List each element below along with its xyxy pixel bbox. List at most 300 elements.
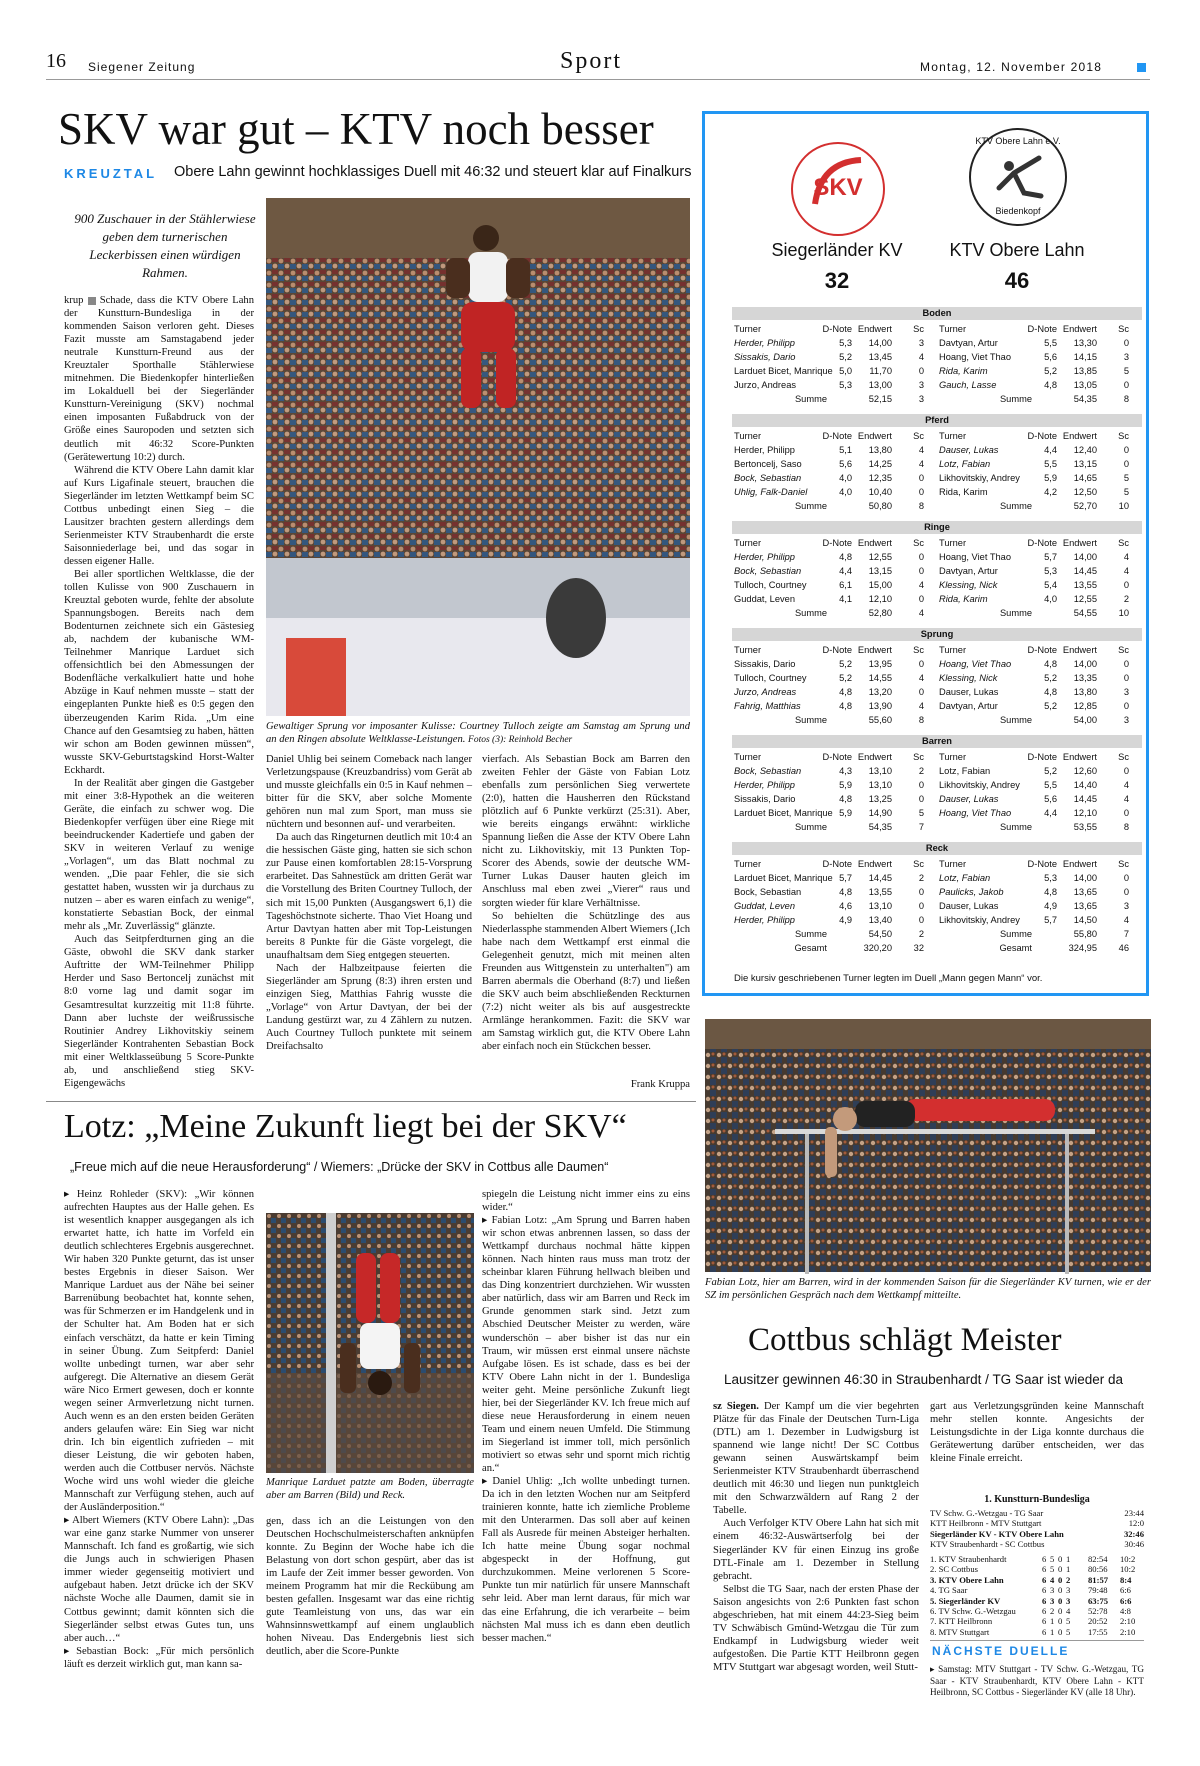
endwert: 15,00 [868, 580, 892, 590]
team: 1. KTV Straubenhardt [930, 1554, 1007, 1564]
scorebox-note: Die kursiv geschriebenen Turner legten im Duell „Mann gegen Mann“ vor. [734, 973, 1043, 984]
apparatus-title: Reck [732, 842, 1142, 855]
column-header: Endwert [1062, 645, 1097, 655]
column-header: Turner [734, 645, 762, 655]
d-note: 4,6 [839, 901, 852, 911]
endwert: 12,85 [1073, 701, 1097, 711]
result-score: 30:46 [1124, 1539, 1144, 1550]
won: 2 [1050, 1605, 1055, 1616]
column-header: Turner [734, 859, 762, 869]
d-note: 5,7 [839, 873, 852, 883]
column-header: D-Note [822, 859, 852, 869]
score: 3 [918, 380, 924, 390]
drawn: 0 [1058, 1554, 1063, 1564]
sum-row [937, 927, 1137, 941]
result-score: 23:44 [1124, 1508, 1144, 1518]
score: 4 [918, 445, 924, 455]
away-results [937, 429, 1137, 513]
gymnast-name: Sissakis, Dario [734, 794, 796, 804]
endwert: 13,20 [868, 687, 892, 697]
endwert: 14,00 [868, 338, 892, 348]
gymnast-name: Larduet Bicet, Manrique [734, 808, 833, 818]
gymnast-name: Lotz, Fabian [939, 459, 991, 469]
sum-label: Summe [999, 929, 1032, 939]
gymnast-name: Larduet Bicet, Manrique [734, 873, 833, 883]
result-score: 12:0 [1128, 1518, 1144, 1529]
paragraph: So behielten die Schützlinge des aus Niederlassphe stammenden Albert Wiemers (,Ich habe nach dem Wettkampf erst einmal die Gelegenheit genutzt, mich mit meinen alten Freunden aus Wittgenstein zu unterhalten") am Barren abermals die Oberhand (8:7) und ließen die SKV auch beim abschließenden Reckturnen (7:2) nicht weiter als bis auf ausgestreckte Armlänge herankommen. Fazit: die SKV war am Samstag wirklich gut, die KTV Obere Lahn aber einfach noch ein Stückchen besser. [482, 910, 690, 1053]
total-endwert: 320,20 [863, 943, 892, 953]
total-score: 32 [913, 943, 924, 953]
endwert: 12,10 [1073, 808, 1097, 818]
lost: 3 [1066, 1585, 1071, 1596]
column-header: Turner [939, 324, 967, 334]
apparatus-title: Pferd [732, 414, 1142, 427]
d-note: 5,6 [1044, 352, 1057, 362]
paragraph: Da auch das Ringeturnen deutlich mit 10:4 an die hessischen Gäste ging, hatten sie sich schon zur Pause einen komfortablen 28:15-Vorsprung erarbeitet. Das Sahnestück am dritten Gerät war die Vorstellung des Briten Courtney Tulloch, der sich mit 15,00 Punkten (Ausgangswert 6,1) die Tageshöchstnote sicherte. Thao Viet Hoang und Artur Davtyan hatten aber mit Top-Leistungen bereits 8 Punkte für die Gäste vorgelegt, die unaufhaltsam dem Sieg entgegen steuerten. [266, 832, 472, 961]
d-note: 5,5 [1044, 780, 1057, 790]
standings-row [930, 1564, 1144, 1574]
sum-label: Summe [999, 608, 1032, 618]
gymnast-row [937, 471, 1137, 485]
cottbus-col-2 [930, 1400, 1144, 1480]
column-header: Turner [939, 859, 967, 869]
d-note: 5,2 [1044, 673, 1057, 683]
d-note: 5,2 [1044, 701, 1057, 711]
sum-label: Summe [794, 715, 827, 725]
total-label: Gesamt [794, 943, 827, 953]
gymnast-row [732, 364, 932, 378]
sum-endwert: 52,15 [868, 394, 892, 404]
endwert: 14,90 [868, 808, 892, 818]
column-header: Sc [913, 752, 924, 762]
sum-score: 8 [1123, 394, 1129, 404]
points: 6:6 [1120, 1595, 1132, 1606]
away-score: 46 [1004, 268, 1030, 293]
column-header-row [937, 750, 1137, 764]
sum-score: 4 [918, 608, 924, 618]
endwert: 13,65 [1073, 901, 1097, 911]
larduet-caption: Manrique Larduet patzte am Boden, überragte aber am Barren (Bild) und Reck. [266, 1477, 474, 1501]
gymnast-name: Rida, Karim [939, 594, 988, 604]
lotz-photo [705, 1019, 1151, 1272]
score: 0 [1123, 445, 1129, 455]
sum-row [732, 713, 932, 727]
bullet-icon: ▸ [482, 1476, 493, 1488]
score: 4 [1123, 552, 1129, 562]
league-title: 1. Kunstturn-Bundesliga [984, 1494, 1090, 1505]
sum-label: Summe [999, 822, 1032, 832]
gymnast-row [732, 913, 932, 927]
sum-row [937, 392, 1137, 406]
gymnast-name: Hoang, Viet Thao [939, 552, 1012, 562]
apparatus-2 [732, 521, 1142, 618]
endwert: 14,55 [868, 673, 892, 683]
away-results [937, 643, 1137, 727]
gymnast-name: Larduet Bicet, Manrique [734, 366, 833, 376]
d-note: 5,5 [1044, 459, 1057, 469]
gymnast-name: Herder, Philipp [734, 915, 795, 925]
score: 0 [918, 473, 924, 483]
ktv-logo [969, 128, 1067, 226]
gymnast-name: Jurzo, Andreas [734, 687, 797, 697]
skv-logo-text: SKV [813, 174, 863, 201]
lost: 3 [1066, 1595, 1071, 1606]
apparatus-3 [732, 628, 1142, 725]
score: 5 [1123, 473, 1129, 483]
score: 0 [1123, 673, 1129, 683]
column-header: Turner [939, 538, 967, 548]
header-marker [1137, 63, 1146, 72]
quote-paragraph: Daniel Uhlig: „Ich wollte unbedingt turnen. Da ich in den letzten Wochen nur am Seitpferd trainieren konnte, hatte ich ziemliche Probleme mit den Unterarmen. Das soll aber auf keinen Fall als Ausrede für meinen Absteiger herhalten. Ich hatte meine Übung sogar nochmal abgespeckt in der Hoffnung, gut durchzukommen. Meine verlorenen 5 Score-Punkte tun mir natürlich für unsere Mannschaft sehr leid. Aber man lernt daraus, für mich war das eine Erfahrung, die ich verarbeite – beim nächsten Mal muss ich es dann eben deutlich besser machen.“ [482, 1476, 690, 1644]
d-note: 5,2 [839, 352, 852, 362]
sum-endwert: 54,00 [1073, 715, 1097, 725]
total-row [732, 941, 932, 955]
endwert: 14,45 [1073, 566, 1097, 576]
score: 0 [918, 659, 924, 669]
endwert: 13,40 [868, 915, 892, 925]
column-header: Endwert [1062, 752, 1097, 762]
gymnast-name: Davtyan, Artur [939, 566, 998, 576]
cottbus-headline: Cottbus schlägt Meister [748, 1322, 1062, 1358]
endwert: 13,90 [868, 701, 892, 711]
gymnast-name: Likhovitskiy, Andrey [939, 473, 1020, 483]
teaser: 900 Zuschauer in der Stählerwiese geben dem turnerischen Leckerbissen einen würdigen Rahmen. [74, 211, 256, 280]
score: 0 [918, 794, 924, 804]
gymnast-name: Lotz, Fabian [939, 873, 991, 883]
gymnast-row [937, 871, 1137, 885]
away-results [937, 322, 1137, 406]
lost: 2 [1066, 1574, 1071, 1585]
sum-endwert: 54,50 [868, 929, 892, 939]
d-note: 5,2 [1044, 766, 1057, 776]
column-header: Sc [913, 324, 924, 334]
cottbus-dateline: sz Siegen. [713, 1401, 759, 1412]
drawn: 0 [1058, 1616, 1063, 1627]
score: 4 [1123, 915, 1129, 925]
endwert: 13,15 [1073, 459, 1097, 469]
team: 3. KTV Obere Lahn [930, 1574, 1004, 1585]
gymnast-row [732, 350, 932, 364]
endwert: 12,60 [1073, 766, 1097, 776]
result-match: KTV Straubenhardt - SC Cottbus [930, 1539, 1045, 1550]
d-note: 5,9 [839, 808, 852, 818]
sum-endwert: 52,70 [1073, 501, 1097, 511]
result-score: 32:46 [1123, 1528, 1144, 1539]
column-header: D-Note [822, 752, 852, 762]
endwert: 13,45 [868, 352, 892, 362]
ktv-logo-bottom: Biedenkopf [995, 206, 1041, 216]
d-note: 4,1 [839, 594, 852, 604]
sum-label: Summe [794, 501, 827, 511]
d-note: 5,5 [1044, 338, 1057, 348]
endwert: 13,25 [868, 794, 892, 804]
home-results [732, 429, 932, 513]
d-note: 5,3 [1044, 873, 1057, 883]
sum-endwert: 50,80 [868, 501, 892, 511]
sum-label: Summe [794, 929, 827, 939]
gymnast-row [937, 657, 1137, 671]
column-header: Sc [1118, 859, 1129, 869]
column-header: Turner [939, 431, 967, 441]
score: 0 [1123, 808, 1129, 818]
gymnast-name: Guddat, Leven [734, 594, 795, 604]
column-header: D-Note [822, 538, 852, 548]
paper-name: Siegener Zeitung [88, 60, 196, 74]
points: 10:2 [1120, 1564, 1136, 1575]
drawn: 0 [1058, 1595, 1063, 1606]
column-header: Endwert [1062, 324, 1097, 334]
gymnast-name: Sissakis, Dario [734, 352, 796, 362]
gymnast-name: Gauch, Lasse [939, 380, 997, 390]
endwert: 14,15 [1073, 352, 1097, 362]
score: 5 [918, 808, 924, 818]
score: 0 [918, 487, 924, 497]
paragraph: Auch Verfolger KTV Obere Lahn hat sich mit einem 46:32-Auswärtserfolg bei der Siegerländer KV für einen Einzug ins große DTL-Finale am 1. Dezember in Stellung gebracht. [713, 1518, 919, 1582]
gymnast-name: Uhlig, Falk-Daniel [734, 487, 808, 497]
scorebox [702, 111, 1149, 996]
column-header: Turner [734, 752, 762, 762]
column-header-row [732, 429, 932, 443]
gymnast-row [732, 671, 932, 685]
d-note: 4,4 [1044, 445, 1057, 455]
total-score: 46 [1118, 943, 1129, 953]
score-points: 79:48 [1088, 1585, 1108, 1596]
endwert: 12,50 [1073, 487, 1097, 497]
sum-score: 10 [1118, 501, 1129, 511]
column-header: D-Note [1027, 538, 1057, 548]
bullet-icon: ▸ [64, 1645, 77, 1657]
gymnast-row [937, 485, 1137, 499]
result-row [930, 1529, 1144, 1539]
lost: 1 [1066, 1554, 1071, 1564]
lotz-photo-caption: Fabian Lotz, hier am Barren, wird in der kommenden Saison für die Siegerländer KV turnen, wie er der SZ im persönlichen Gespräch nach dem Wettkampf mitteilte. [705, 1277, 1151, 1301]
endwert: 13,35 [1073, 673, 1097, 683]
paragraph: gart aus Verletzungsgründen keine Mannschaft mehr stellen konnte. Angesichts der Leistungsdichte in der Liga konnte durchaus die Gerätewertung darüber entscheiden, wer das kleine Finale erreicht. [930, 1401, 1144, 1465]
score: 4 [918, 701, 924, 711]
endwert: 12,35 [868, 473, 892, 483]
lotz-col-2 [266, 1515, 474, 1743]
gymnast-name: Bock, Sebastian [734, 566, 802, 576]
d-note: 5,4 [1044, 580, 1057, 590]
sum-label: Summe [794, 822, 827, 832]
d-note: 4,0 [839, 487, 852, 497]
total-endwert: 324,95 [1068, 943, 1097, 953]
away-results [937, 857, 1137, 955]
won: 1 [1050, 1626, 1055, 1637]
gymnast-name: Tulloch, Courtney [734, 580, 807, 590]
column-header: D-Note [822, 431, 852, 441]
team: 5. Siegerländer KV [930, 1595, 1001, 1606]
d-note: 4,0 [839, 473, 852, 483]
lost: 5 [1066, 1616, 1071, 1627]
gymnast-name: Bertoncelj, Saso [734, 459, 802, 469]
issue-date: Montag, 12. November 2018 [920, 60, 1103, 74]
gymnast-name: Herder, Philipp [734, 338, 795, 348]
gymnast-name: Lotz, Fabian [939, 766, 991, 776]
score-points: 63:75 [1088, 1595, 1109, 1606]
sum-score: 2 [918, 929, 924, 939]
home-results [732, 322, 932, 406]
gymnast-name: Likhovitskiy, Andrey [939, 780, 1020, 790]
gymnast-row [732, 471, 932, 485]
score: 4 [918, 580, 924, 590]
score: 0 [918, 887, 924, 897]
score: 2 [918, 873, 924, 883]
result-row [930, 1508, 1144, 1518]
d-note: 5,2 [839, 673, 852, 683]
d-note: 4,9 [1044, 901, 1057, 911]
gymnast-name: Rida, Karim [939, 487, 988, 497]
sum-row [937, 499, 1137, 513]
gymnast-name: Davtyan, Artur [939, 701, 998, 711]
score: 0 [918, 901, 924, 911]
paragraph: Während die KTV Obere Lahn damit klar auf Kurs Ligafinale steuert, brauchen die Siegerländer im letzten Wettkampf beim SC Cottbus unbedingt einen Sieg – die Lausitzer brachten gestern allerdings dem Serienmeister KTV Straubenhardt die erste Saisonniederlage bei, und das sogar in dessen eigener Halle. [64, 464, 254, 567]
gymnast-row [937, 885, 1137, 899]
gymnast-row [732, 764, 932, 778]
gymnast-row [732, 550, 932, 564]
sum-endwert: 55,80 [1073, 929, 1097, 939]
sum-score: 8 [918, 715, 924, 725]
sum-row [732, 820, 932, 834]
main-col-3 [482, 753, 690, 1079]
games: 6 [1042, 1585, 1047, 1596]
d-note: 4,0 [1044, 594, 1057, 604]
endwert: 14,65 [1073, 473, 1097, 483]
endwert: 10,40 [868, 487, 892, 497]
column-header-row [937, 536, 1137, 550]
endwert: 13,55 [868, 887, 892, 897]
column-header: Turner [939, 752, 967, 762]
column-header-row [732, 536, 932, 550]
column-header-row [732, 322, 932, 336]
sum-label: Summe [794, 394, 827, 404]
d-note: 5,2 [1044, 366, 1057, 376]
score-points: 80:56 [1088, 1564, 1108, 1575]
column-header: D-Note [822, 645, 852, 655]
d-note: 4,8 [839, 701, 852, 711]
won: 3 [1050, 1595, 1055, 1606]
paragraph: Der Kampf um die vier begehrten Plätze für das Finale der Deutschen Turn-Liga (DTL) am 1. Dezember in Ludwigsburg ist spannend wie lange nicht! Der SC Cottbus gewann seinen Auswärtskampf beim Serienmeister KTV Straubenhardt überraschend deutlich mit 46:30 und liegen nun punktgleich mit den Schwarzwäldern auf Rang 2 der Tabelle. [713, 1401, 919, 1517]
total-label: Gesamt [999, 943, 1032, 953]
column-header-row [937, 857, 1137, 871]
sum-score: 3 [918, 394, 924, 404]
quote-paragraph: Sebastian Bock: „Für mich persönlich läuft es derzeit wirklich gut, man kann sa- [64, 1645, 255, 1670]
column-header: Endwert [857, 431, 892, 441]
sum-endwert: 54,35 [1073, 394, 1097, 404]
quote-paragraph: spiegeln die Leistung nicht immer eins zu eins wider.“ [482, 1189, 690, 1214]
column-header: Endwert [1062, 859, 1097, 869]
column-header: Turner [939, 645, 967, 655]
lotz-col-3 [482, 1188, 690, 1744]
gymnast-name: Davtyan, Artur [939, 338, 998, 348]
gymnast-row [732, 457, 932, 471]
sum-score: 8 [918, 501, 924, 511]
endwert: 12,10 [868, 594, 892, 604]
games: 6 [1042, 1605, 1047, 1616]
standings-table [930, 1554, 1144, 1637]
won: 1 [1050, 1616, 1055, 1627]
gymnast-row [937, 685, 1137, 699]
main-subhead: Obere Lahn gewinnt hochklassiges Duell mit 46:32 und steuert klar auf Finalkurs [174, 164, 692, 180]
score: 4 [918, 459, 924, 469]
d-note: 4,8 [1044, 887, 1057, 897]
page-number: 16 [46, 50, 66, 72]
apparatus-title: Sprung [732, 628, 1142, 641]
apparatus-title: Boden [732, 307, 1142, 320]
skv-logo [791, 142, 885, 236]
d-note: 5,0 [839, 366, 852, 376]
score: 4 [1123, 780, 1129, 790]
main-photo-caption [266, 720, 690, 747]
score: 0 [918, 566, 924, 576]
endwert: 13,05 [1073, 380, 1097, 390]
byline: krup [64, 295, 84, 306]
column-header: D-Note [822, 324, 852, 334]
gymnast-name: Rida, Karim [939, 366, 988, 376]
endwert: 13,30 [1073, 338, 1097, 348]
gymnast-name: Klessing, Nick [939, 673, 998, 683]
column-header-row [937, 322, 1137, 336]
header-rule [46, 79, 1150, 80]
sum-score: 3 [1123, 715, 1129, 725]
column-header: Endwert [1062, 431, 1097, 441]
result-row [930, 1518, 1144, 1528]
sum-label: Summe [999, 715, 1032, 725]
column-header: D-Note [1027, 752, 1057, 762]
gymnast-row [732, 578, 932, 592]
score: 4 [1123, 794, 1129, 804]
lotz-photo-image [705, 1019, 1151, 1272]
games: 6 [1042, 1595, 1047, 1606]
gymnast-row [937, 792, 1137, 806]
gymnast-name: Dauser, Lukas [939, 794, 999, 804]
gymnast-name: Likhovitskiy, Andrey [939, 915, 1020, 925]
gymnast-row [937, 764, 1137, 778]
result-match: TV Schw. G.-Wetzgau - TG Saar [930, 1508, 1044, 1518]
photo-credit: Fotos (3): Reinhold Becher [468, 735, 573, 745]
paragraph: Selbst die TG Saar, nach der ersten Phase der Saison angesichts von 2:6 Punkten fast schon abgeschrieben, hat mit einem 44:23-Sieg beim TV Schwäbisch Gmünd-Wetzgau die Tür zum Endkampf in Ludwigsburg wieder weit aufgestoßen. Die Partie KTT Heilbronn gegen MTV Stuttgart war abgesagt worden, weil Stutt- [713, 1583, 919, 1673]
score-points: 20:52 [1088, 1616, 1108, 1627]
gymnast-name: Fahrig, Matthias [734, 701, 801, 711]
gymnast-row [732, 806, 932, 820]
lotz-rule [46, 1101, 696, 1102]
sum-score: 10 [1118, 608, 1129, 618]
gymnast-row [937, 592, 1137, 606]
dateline: KREUZTAL [64, 166, 158, 181]
team: 8. MTV Stuttgart [930, 1626, 990, 1637]
quote-paragraph: Heinz Rohleder (SKV): „Wir können aufrechten Hauptes aus der Halle gehen. Es ist wesentlich knapper ausgegangen als ich erwartet hatte, ich hatte im Vorfeld ein deutlich schlechteres Ergebnis ausgerechnet. Wir haben 320 Punkte geturnt, das ist unser bestes Ergebnis in dieser Saison. Wer Manrique Larduet aus der Nähe bei seiner Barrenübung beobachtet hat, konnte sehen, was für Schmerzen er im Handgelenk und in der Schulter hat. Am Boden hat er sich einfach verschätzt, da hatte er kein Timing in seiner Übung. Zum Seitpferd: Daniel wollte unbedingt turnen, war aber sehr aufgeregt. Die Alternative an diesem Gerät wäre Nico Ermert gewesen, doch er konnte wegen seiner Armverletzung nicht turnen. Auch wenn es an den ersten beiden Geräten anders gelaufen wäre: Ein Sieg war nicht drin. Ich bin eigentlich zufrieden – mit dieser Leistung, die wir geboten haben, werden auch die Cottbuser nervös. Nächste Woche wird uns wohl wieder die gleiche Mannschaft zur Verfügung stehen, auch auf der Ausländerposition.“ [64, 1189, 254, 1514]
apparatus-5 [732, 842, 1142, 953]
d-note: 4,2 [1044, 487, 1057, 497]
sum-row [732, 606, 932, 620]
gymnast-row [937, 457, 1137, 471]
standings-row [930, 1585, 1144, 1595]
score: 0 [1123, 766, 1129, 776]
column-header: Endwert [857, 324, 892, 334]
sum-score: 7 [918, 822, 924, 832]
away-results [937, 750, 1137, 834]
author: Frank Kruppa [630, 1079, 690, 1090]
column-header-row [937, 429, 1137, 443]
d-note: 5,1 [839, 445, 852, 455]
column-header-row [732, 750, 932, 764]
bullet-icon: ▸ [64, 1515, 73, 1527]
gymnast-row [937, 564, 1137, 578]
column-header: D-Note [1027, 324, 1057, 334]
home-results [732, 536, 932, 620]
d-note: 6,1 [839, 580, 852, 590]
result-match: KTT Heilbronn - MTV Stuttgart [930, 1518, 1042, 1529]
